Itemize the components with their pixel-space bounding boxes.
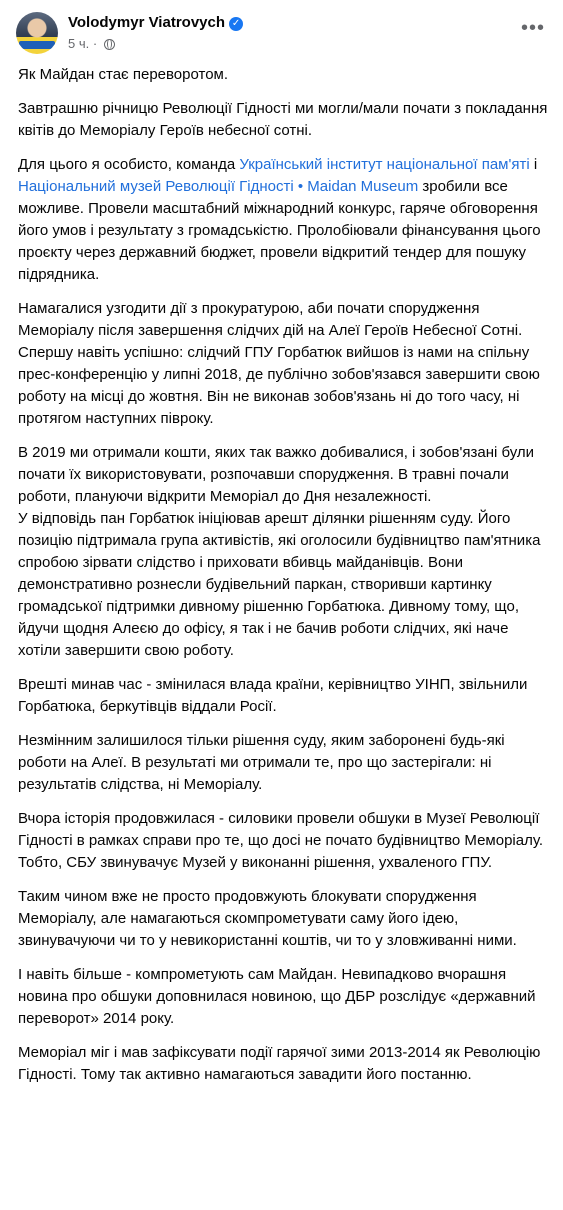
mention-link-uinp[interactable]: Український інститут національної пам'яті — [239, 156, 530, 173]
more-horizontal-icon: ••• — [520, 17, 545, 39]
author-name-text[interactable]: Volodymyr Viatrovych — [68, 14, 226, 31]
post-paragraph — [18, 154, 548, 286]
post-paragraph: І навіть більше - компрометують сам Майдан. Невипадково вчорашня новина про обшуки доповнилася новиною, що ДБР розслідує «державний переворот» 2014 року. — [18, 966, 536, 1027]
post-paragraph: Намагалися узгодити дії з прокуратурою, аби почати спорудження Меморіалу після завершення слідчих дій на Алеї Героїв Небесної Сотні. Спершу навіть успішно: слідчий ГПУ Горбатюк вийшов із нами на спільну прес-конференцію у липні 2018, де публічно зобов'язався завершити свою роботу на місці до жовтня. Він не виконав зобов'язань ні до того часу, ні протягом наступних півроку. — [18, 300, 540, 427]
post-time[interactable]: 5 ч. — [68, 36, 90, 51]
post-paragraph: Таким чином вже не просто продовжують блокувати спорудження Меморіалу, але намагаються скомпрометувати саму його ідею, звинувачуючи чи то у невикористанні коштів, чи то у зловживанні ними. — [18, 888, 517, 949]
paragraph-text: і — [529, 156, 538, 173]
paragraph-text: зробили все можливе. Провели масштабний міжнародний конкурс, гаряче обговорення його умов і результату з громадськістю. Пролобіювали фінансування цього проєкту через державний бюджет, провели відкритий тендер для пошуку підрядника. — [18, 178, 541, 283]
globe-icon[interactable] — [104, 39, 115, 50]
mention-link-maidan-museum[interactable]: Національний музей Революції Гідності • Maidan Museum — [18, 178, 419, 195]
post-paragraph: Як Майдан стає переворотом. — [18, 66, 229, 83]
author-name[interactable] — [68, 14, 243, 31]
post-header — [16, 12, 551, 56]
post-meta — [68, 36, 115, 51]
post-body — [18, 64, 548, 1098]
post-paragraph — [18, 442, 548, 662]
verified-badge-icon: ✓ — [229, 17, 243, 31]
post-paragraph: Вчора історія продовжилася - силовики провели обшуки в Музеї Революції Гідності в рамках справи про те, що досі не почато будівництво Меморіалу. Тобто, СБУ звинувачує Музей у виконанні рішення, ухваленого ГПУ. — [18, 810, 544, 871]
post-paragraph: Врешті минав час - змінилася влада країни, керівництво УІНП, звільнили Горбатюка, беркутівців віддали Росії. — [18, 676, 528, 715]
post-paragraph: Меморіал міг і мав зафіксувати події гарячої зими 2013-2014 як Революцію Гідності. Тому так активно намагаються завадити його постанню. — [18, 1044, 541, 1083]
post-paragraph: Незмінним залишилося тільки рішення суду, яким заборонені будь-які роботи на Алеї. В результаті ми отримали те, про що застерігали: ні результатів слідства, ні Меморіалу. — [18, 732, 505, 793]
more-options-button[interactable] — [521, 18, 545, 38]
paragraph-text: У відповідь пан Горбатюк ініціював арешт ділянки рішенням суду. Його позицію підтримала група активістів, які оголосили будівництво пам'ятника спробою зірвати слідство і приховати вбивць майданівців. Вони демонстративно рознесли будівельний паркан, створивши картинку громадської підтримки дивному рішенню Горбатюка. Дивному тому, що, йдучи щодня Алеєю до офісу, я так і не бачив роботи слідчих, які наче хотіли завершити свою роботу. — [18, 510, 541, 659]
meta-separator: · — [89, 36, 101, 51]
avatar-banner — [19, 41, 55, 49]
post-paragraph: Завтрашню річницю Революції Гідності ми могли/мали почати з покладання квітів до Меморіалу Героїв небесної сотні. — [18, 100, 548, 139]
author-avatar[interactable] — [16, 12, 58, 54]
paragraph-text: Для цього я особисто, команда — [18, 156, 240, 173]
paragraph-text: В 2019 ми отримали кошти, яких так важко добивалися, і зобов'язані були почати їх використовувати, розпочавши спорудження. В травні почали роботи, плануючи відкрити Меморіал до Дня незалежності. — [18, 444, 535, 505]
